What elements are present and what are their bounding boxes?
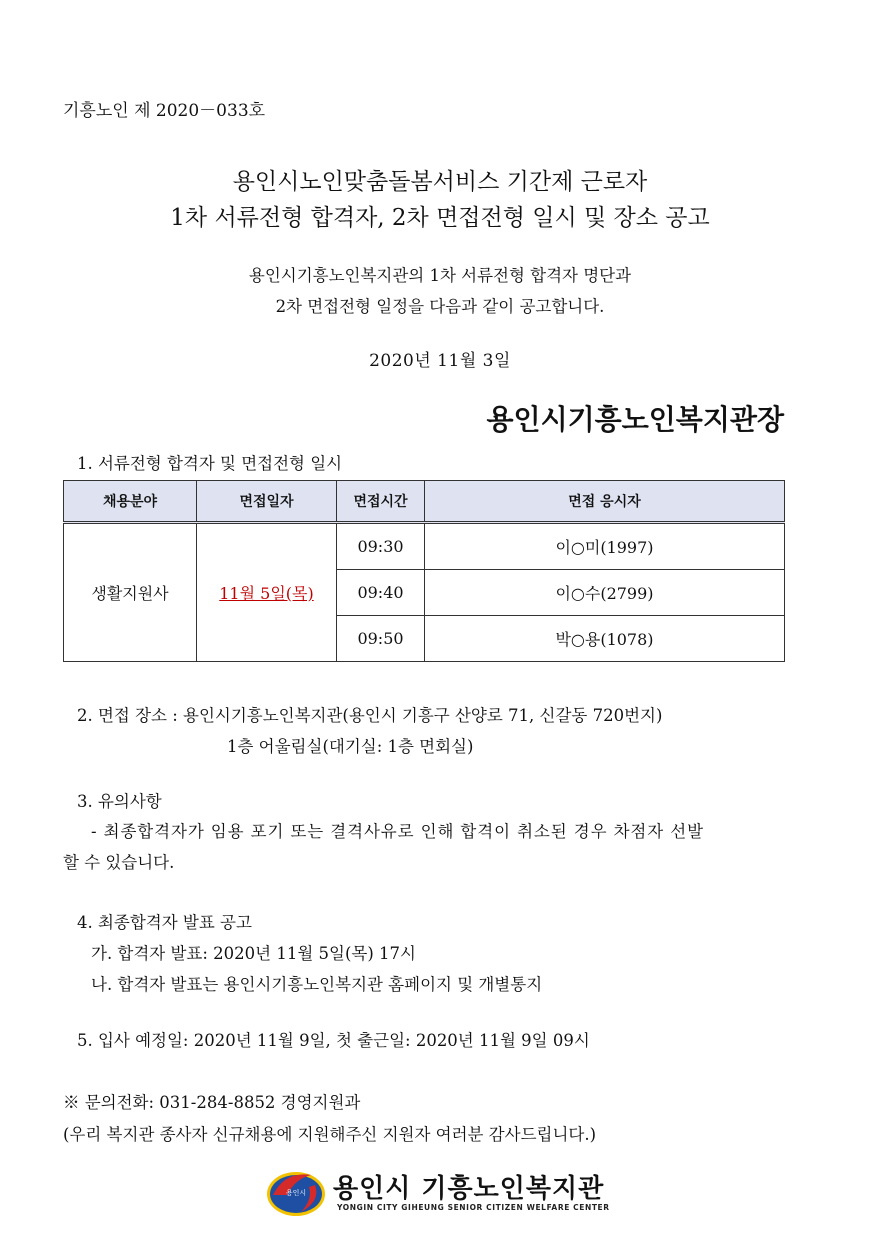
field-cell: 생활지원사 [64,523,197,662]
section-3-note-line-2: 할 수 있습니다. [63,853,175,872]
document-number: 기흥노인 제 2020－033호 [63,101,266,121]
time-cell: 09:30 [337,523,425,570]
section-3-heading: 3. 유의사항 [77,792,162,811]
table-row [64,523,785,570]
section-5-start-date: 5. 입사 예정일: 2020년 11월 9일, 첫 출근일: 2020년 11월 9일 09시 [77,1031,590,1050]
interview-date-cell [197,523,337,662]
applicant-cell: 이○미(1997) [425,523,785,570]
thanks-note: (우리 복지관 종사자 신규채용에 지원해주신 지원자 여러분 감사드립니다.) [63,1125,597,1144]
intro-line-2: 2차 면접전형 일정을 다음과 같이 공고합니다. [275,297,605,316]
applicant-cell: 이○수(2799) [425,570,785,616]
header-interview-date: 면접일자 [197,481,337,523]
applicant-cell: 박○용(1078) [425,616,785,662]
section-4-item-a: 가. 합격자 발표: 2020년 11월 5일(목) 17시 [91,944,416,963]
emblem-text: 용인시 [285,1189,307,1197]
welfare-center-emblem-icon [265,1165,327,1219]
director-signature: 용인시기흥노인복지관장 [486,403,784,436]
contact-phone: ※ 문의전화: 031-284-8852 경영지원과 [63,1093,361,1112]
section-3-note-line-1: - 최종합격자가 임용 포기 또는 결격사유로 인해 합격이 취소된 경우 차점자 선발 [91,822,704,841]
section-2-room: 1층 어울림실(대기실: 1층 면회실) [227,737,474,756]
section-2-location: 2. 면접 장소 : 용인시기흥노인복지관(용인시 기흥구 산양로 71, 신갈동 720번지) [77,706,663,725]
footer-logo [265,1163,625,1223]
section-4-heading: 4. 최종합격자 발표 공고 [77,913,252,932]
interview-date-text: 11월 5일(목) [219,584,314,603]
header-applicant: 면접 응시자 [425,481,785,523]
intro-line-1: 용인시기흥노인복지관의 1차 서류전형 합격자 명단과 [248,266,632,285]
header-field: 채용분야 [64,481,197,523]
section-4-item-b: 나. 합격자 발표는 용인시기흥노인복지관 홈페이지 및 개별통지 [91,975,543,994]
footer-org-english-name: YONGIN CITY GIHEUNG SENIOR CITIZEN WELFARE CENTER [337,1203,610,1212]
announcement-date: 2020년 11월 3일 [369,351,511,371]
title-line-2: 1차 서류전형 합격자, 2차 면접전형 일시 및 장소 공고 [170,205,710,231]
footer-org-name: 용인시 기흥노인복지관 [333,1174,605,1204]
title-line-1: 용인시노인맞춤돌봄서비스 기간제 근로자 [232,169,648,195]
time-cell: 09:40 [337,570,425,616]
header-interview-time: 면접시간 [337,481,425,523]
section-1-heading: 1. 서류전형 합격자 및 면접전형 일시 [77,454,343,473]
table-header-row [64,481,785,523]
time-cell: 09:50 [337,616,425,662]
interview-schedule-table [63,480,785,662]
